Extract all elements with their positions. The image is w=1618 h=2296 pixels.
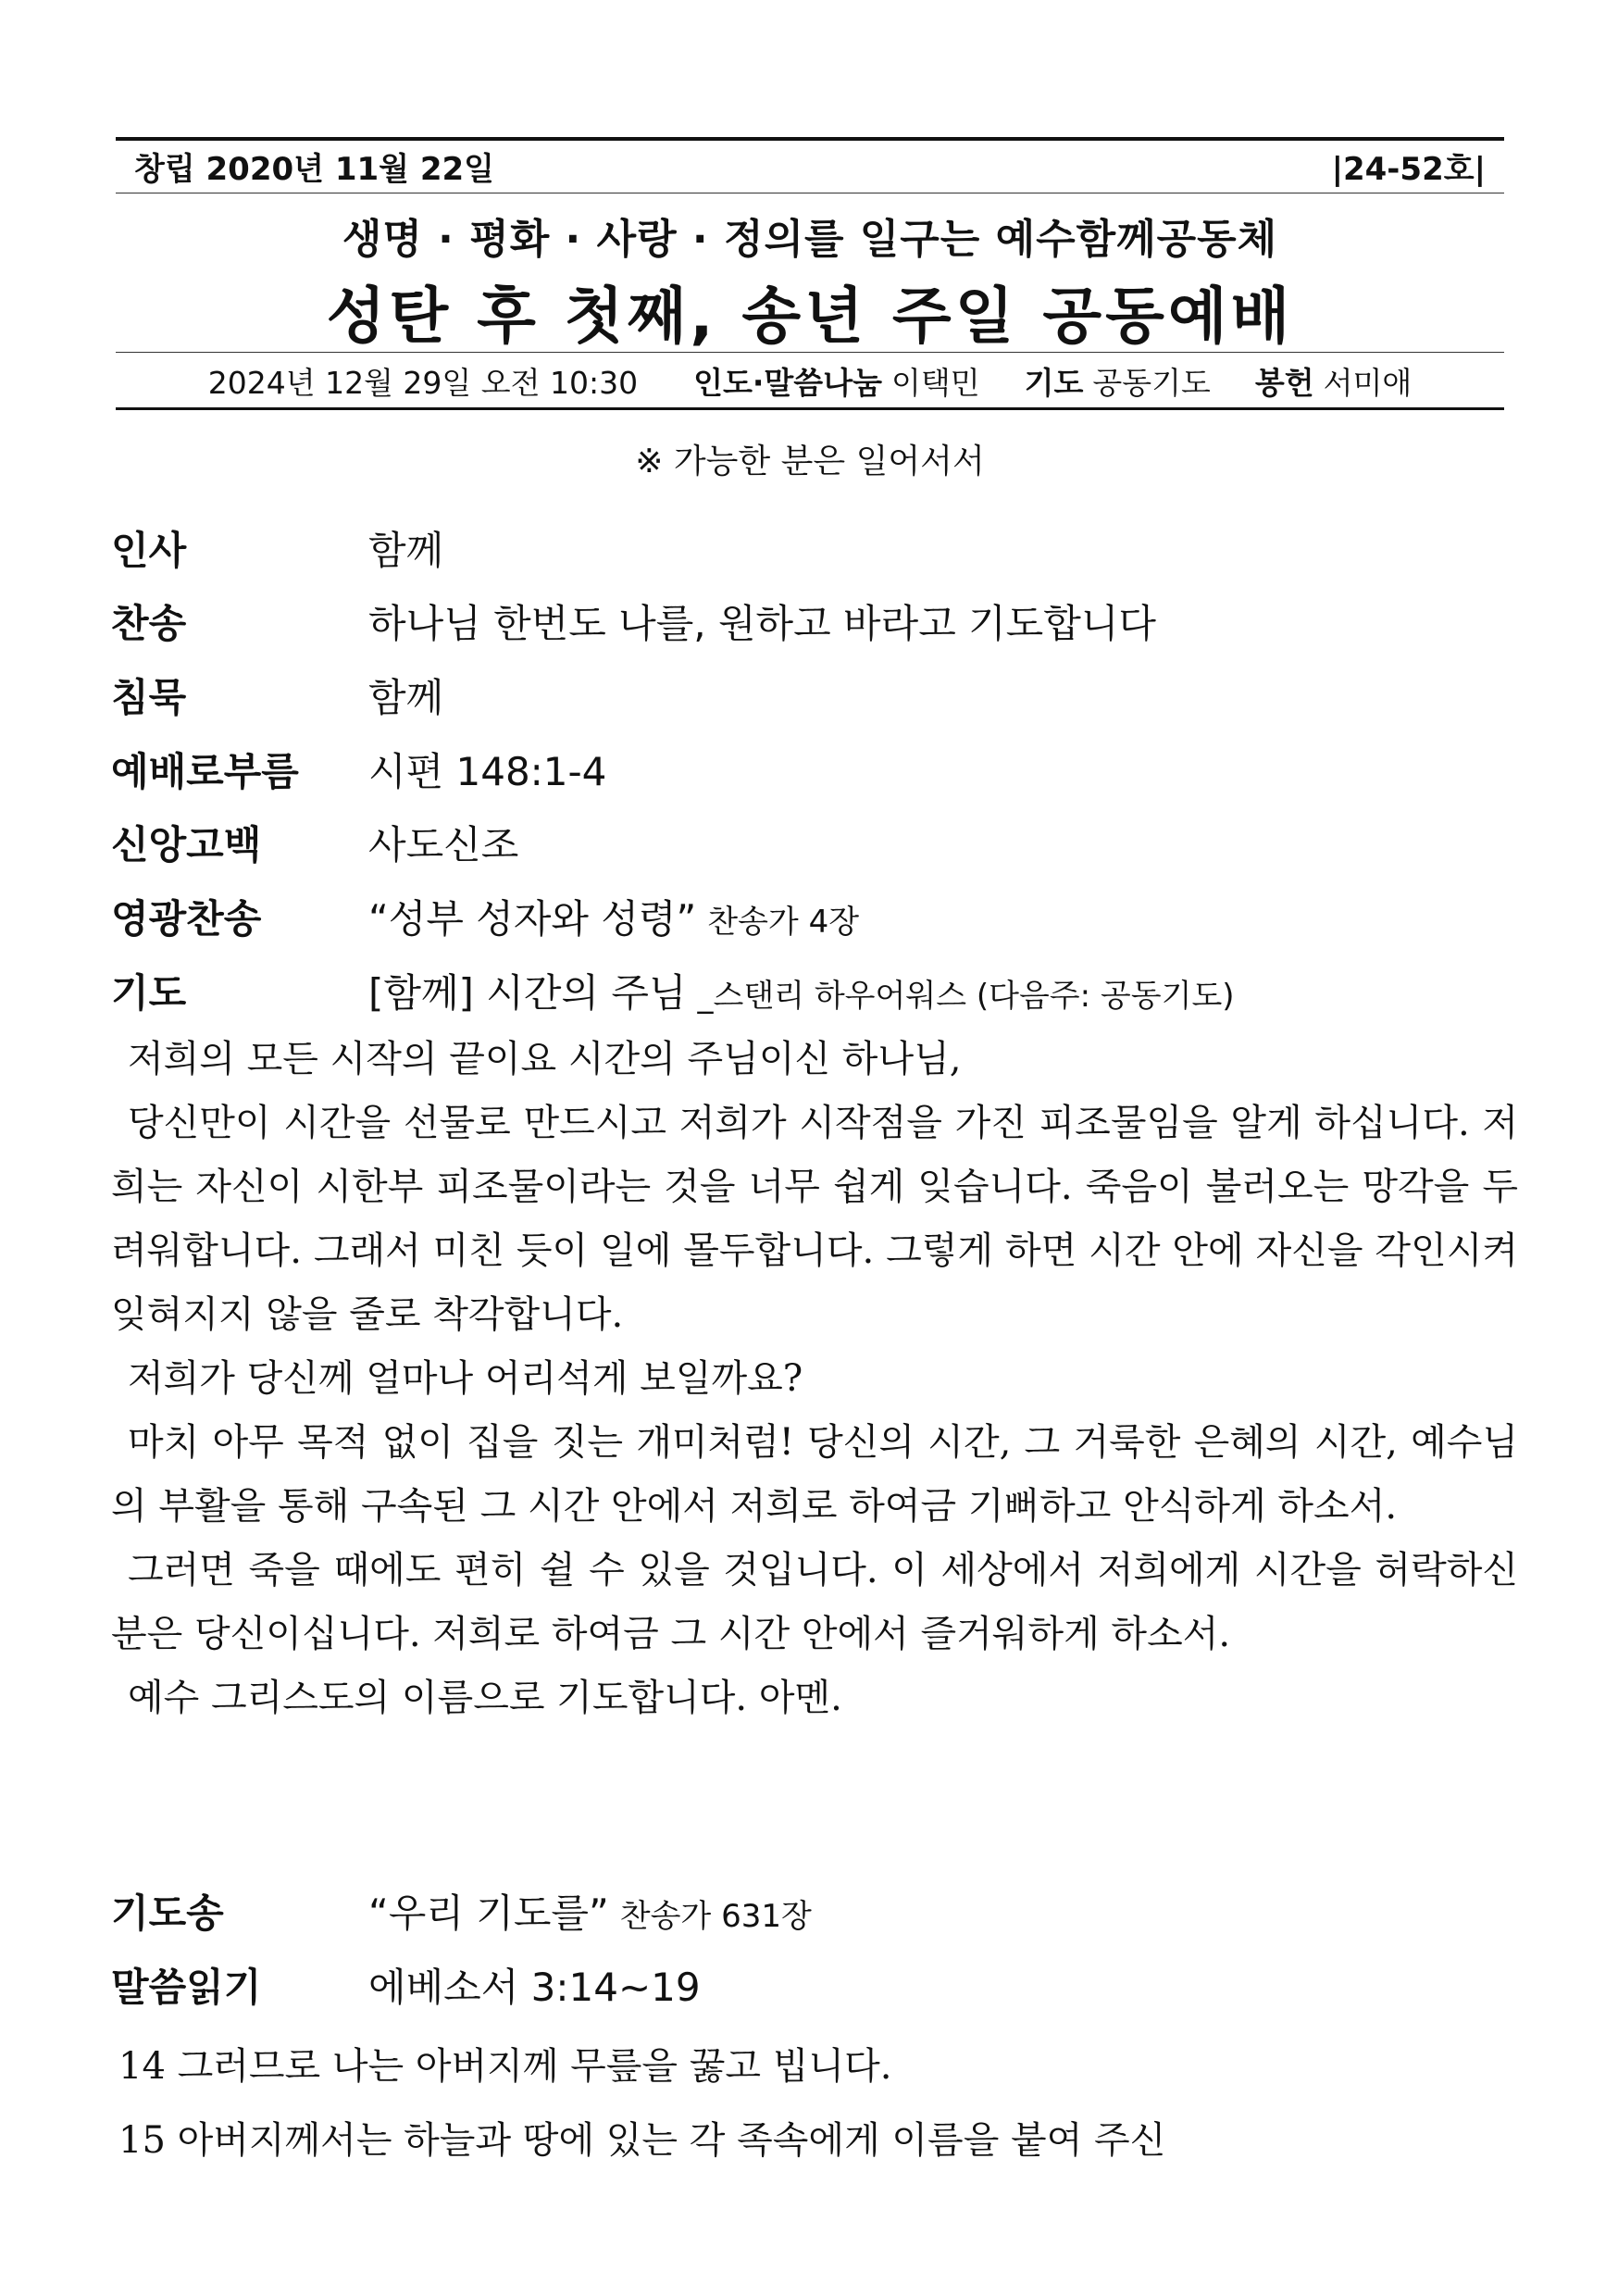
role-leader-name: 이택민 [890, 364, 980, 401]
order-label: 기도 [111, 970, 187, 1016]
order-value: 함께 [368, 675, 444, 720]
hymn-title: “성부 성자와 성령” [368, 896, 697, 942]
prayer-paragraph: 그러면 죽을 때에도 편히 쉴 수 있을 것입니다. 이 세상에서 저희에게 시간을 허락하신 분은 당신이십니다. 저희로 하여금 그 시간 안에서 즐거워하게 하소서. [111, 1549, 1518, 1655]
founded-date: 창립 2020년 11월 22일 [134, 150, 494, 188]
prayer-paragraph: 예수 그리스도의 이름으로 기도합니다. 아멘. [128, 1677, 842, 1719]
role-leader-label: 인도·말씀나눔 [693, 364, 882, 401]
order-value: 함께 [368, 528, 444, 573]
order-label: 기도송 [111, 1890, 224, 1936]
order-label: 인사 [111, 528, 187, 573]
order-item [111, 520, 1518, 576]
service-info [116, 359, 1504, 402]
prayer-paragraph: 저희의 모든 시작의 끝이요 시간의 주님이신 하나님, [128, 1038, 962, 1080]
order-value: 에베소서 3:14~19 [368, 1965, 701, 2010]
prayer-paragraph: 저희가 당신께 얼마나 어리석게 보일까요? [128, 1357, 803, 1400]
order-value [368, 963, 1235, 1018]
prayer-title: [함께] 시간의 주님 [368, 970, 687, 1016]
role-prayer-name: 공동기도 [1092, 364, 1211, 401]
order-label: 찬송 [111, 601, 187, 646]
order-value [368, 1883, 812, 1939]
scripture-verse: 15 아버지께서는 하늘과 땅에 있는 각 족속에게 이름을 붙여 주신 [118, 2119, 1166, 2162]
prayer-paragraph: 당신만이 시간을 선물로 만드시고 저희가 시작점을 가진 피조물임을 알게 하십니다. 저희는 자신이 시한부 피조물이라는 것을 너무 쉽게 잊습니다. 죽음이 불러오는 망각을 두려워합니다. 그래서 미친 듯이 일에 몰두합니다. 그렇게 하면 시간 안에 자신을 각인시켜 잊혀지지 않을 줄로 착각합니다. [111, 1102, 1518, 1336]
order-label: 신앙고백 [111, 822, 262, 867]
order-value [368, 889, 859, 944]
order-item [111, 1957, 1518, 2013]
order-value: 하나님 한번도 나를, 원하고 바라고 기도합니다 [368, 601, 1156, 646]
role-offering-name: 서미애 [1323, 364, 1413, 401]
order-label: 예배로부름 [111, 749, 299, 794]
order-label: 영광찬송 [111, 896, 262, 942]
top-rule [116, 137, 1504, 141]
community-subtitle: 생명 · 평화 · 사랑 · 정의를 일구는 예수함께공동체 [342, 216, 1278, 263]
order-item [111, 668, 1518, 723]
order-item [111, 593, 1518, 649]
info-bottom-rule [116, 407, 1504, 410]
order-item [111, 815, 1518, 870]
issue-number: |24-52호| [1331, 150, 1486, 188]
hymn-number: 찬송가 4장 [707, 904, 860, 941]
order-item [111, 1883, 1518, 1939]
standing-notice: ※ 가능한 분은 일어서서 [635, 443, 985, 480]
order-value: 시편 148:1-4 [368, 749, 607, 794]
order-label: 침묵 [111, 675, 187, 720]
prayer-paragraph: 마치 아무 목적 없이 집을 짓는 개미처럼! 당신의 시간, 그 거룩한 은혜의 시간, 예수님의 부활을 통해 구속된 그 시간 안에서 저희로 하여금 기뻐하고 안식하게 하소서. [111, 1421, 1518, 1528]
order-label: 말씀읽기 [111, 1965, 262, 2010]
order-item [111, 889, 1518, 944]
info-top-rule [116, 352, 1504, 353]
service-datetime: 2024년 12월 29일 오전 10:30 [207, 364, 639, 401]
service-title: 성탄 후 첫째, 송년 주일 공동예배 [326, 281, 1294, 352]
hymn-number: 찬송가 631장 [619, 1898, 812, 1935]
order-item [111, 742, 1518, 797]
role-prayer-label: 기도 [1024, 364, 1084, 401]
role-offering-label: 봉헌 [1254, 364, 1314, 401]
hymn-title: “우리 기도를” [368, 1890, 609, 1936]
scripture-verse: 14 그러므로 나는 아버지께 무릎을 꿇고 빕니다. [118, 2045, 892, 2088]
prayer-author: _스탠리 하우어워스 (다음주: 공동기도) [697, 978, 1235, 1015]
masthead-bar [116, 144, 1504, 187]
order-value: 사도신조 [368, 822, 519, 867]
order-item [111, 963, 1518, 1018]
prayer-text [111, 1028, 1518, 1730]
